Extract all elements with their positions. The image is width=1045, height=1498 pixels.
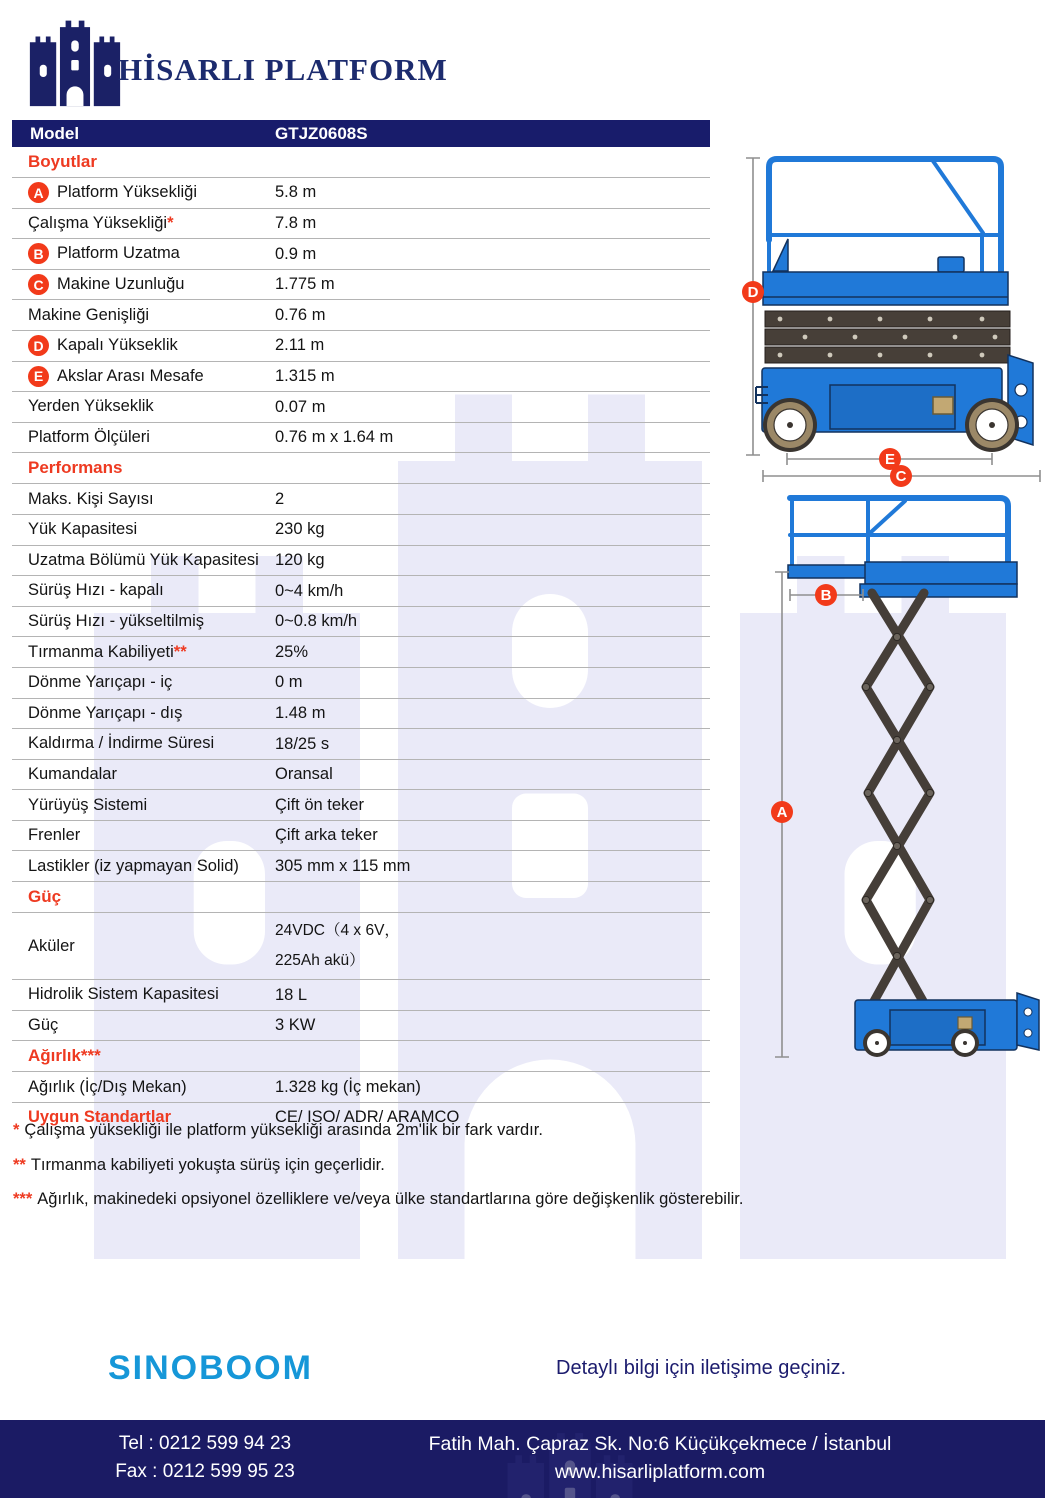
spec-label: Yerden Yükseklik (28, 397, 154, 416)
spec-row (12, 178, 710, 209)
spec-value-cell (275, 825, 710, 846)
spec-value: 2 (275, 489, 285, 508)
spec-label: Platform Yüksekliği (57, 183, 198, 202)
spec-row (12, 576, 710, 607)
spec-row (12, 270, 710, 301)
spec-value: 5.8 m (275, 183, 317, 202)
spec-row (12, 637, 710, 668)
spec-value-cell (275, 427, 710, 448)
main-deck (865, 562, 1017, 584)
spec-label-cell (12, 182, 275, 203)
svg-text:D: D (747, 284, 759, 301)
spec-label-cell (12, 796, 275, 815)
guardrail-top-rail (769, 159, 1001, 272)
control-box (938, 257, 964, 272)
spec-table (12, 120, 710, 1132)
extended-lift-drawing (771, 498, 1039, 1057)
spec-row (12, 760, 710, 791)
spec-label: Platform Ölçüleri (28, 428, 150, 447)
dimension-c (763, 465, 1040, 487)
spec-row (12, 362, 710, 393)
guardrail-posts (769, 235, 1001, 273)
spec-value: 3 KW (275, 1016, 316, 1035)
ext-pothole-plate (1017, 993, 1039, 1050)
spec-value-cell (275, 335, 710, 356)
sinoboom-logo: SINOBOOM (108, 1348, 313, 1388)
spec-label-cell (12, 428, 275, 447)
section-header (12, 147, 710, 178)
spec-value-cell (275, 734, 710, 755)
spec-row (12, 392, 710, 423)
spec-row (12, 821, 710, 852)
spec-label-cell (12, 243, 275, 264)
spec-label-cell (12, 826, 275, 845)
footnotes (13, 1120, 743, 1224)
spec-label: Kaldırma / İndirme Süresi (28, 734, 215, 753)
spec-label-cell (12, 985, 275, 1004)
spec-label-cell (12, 1078, 275, 1097)
dimension-letter-badge: C (28, 274, 49, 295)
footnote-mark-ref: * (167, 213, 174, 232)
brand-title: HİSARLI PLATFORM (118, 52, 448, 87)
extension-deck (788, 565, 870, 578)
spec-value: Çift arka teker (275, 826, 378, 845)
door-handle (933, 397, 953, 414)
section-header (12, 453, 710, 484)
spec-row (12, 484, 710, 515)
spec-label-cell (12, 857, 275, 876)
spec-label: Dönme Yarıçapı - iç (28, 673, 173, 692)
spec-value-cell (275, 611, 710, 632)
ext-wheel-front (863, 1029, 891, 1057)
spec-label: Uzatma Bölümü Yük Kapasitesi (28, 550, 259, 569)
model-value: GTJZ0608S (275, 123, 368, 143)
spec-label: Kapalı Yükseklik (57, 336, 178, 355)
spec-label: Maks. Kişi Sayısı (28, 489, 154, 508)
svg-text:B: B (820, 587, 832, 604)
section-title: Ağırlık (28, 1046, 81, 1066)
spec-label-cell (12, 366, 275, 387)
spec-value-cell (275, 985, 710, 1006)
spec-label: Uygun Standartlar (28, 1108, 172, 1127)
spec-value: 7.8 m (275, 214, 317, 233)
spec-label-cell (12, 734, 275, 753)
spec-value-cell (275, 1015, 710, 1036)
model-label: Model (30, 123, 80, 143)
spec-value-cell (275, 916, 710, 976)
spec-value-cell (275, 244, 710, 265)
spec-value-cell (275, 366, 710, 387)
address-line: Fatih Mah. Çapraz Sk. No:6 Küçükçekmece / İstanbul (428, 1433, 892, 1455)
section-title: Güç (28, 887, 62, 907)
spec-value-cell (275, 182, 710, 203)
website-line: www.hisarliplatform.com (554, 1461, 766, 1483)
spec-row (12, 515, 710, 546)
spec-row (12, 300, 710, 331)
spec-label-cell (12, 214, 275, 233)
dimension-letter-badge: A (28, 182, 49, 203)
spec-table-body (12, 147, 710, 1132)
spec-row (12, 1072, 710, 1103)
footnote-mark: * (13, 1121, 20, 1139)
footnote-mark: *** (13, 1190, 33, 1208)
ext-wheel-rear (951, 1029, 979, 1057)
wheel-front (763, 398, 817, 452)
spec-value: 0.9 m (275, 244, 317, 263)
spec-label-cell (12, 274, 275, 295)
spec-label-cell (12, 335, 275, 356)
spec-row (12, 239, 710, 270)
contact-note: Detaylı bilgi için iletişime geçiniz. (556, 1357, 847, 1379)
phone-block (80, 1430, 330, 1486)
spec-row (12, 423, 710, 454)
technical-drawings (720, 145, 1045, 1070)
footnote-text: Çalışma yüksekliği ile platform yüksekliği arasında 2m'lik bir fark vardır. (24, 1121, 543, 1139)
spec-value-cell (275, 519, 710, 540)
spec-value-cell (275, 703, 710, 724)
wheel-rear (965, 398, 1019, 452)
spec-value-cell (275, 856, 710, 877)
spec-label-cell (12, 520, 275, 539)
svg-text:C: C (895, 468, 907, 485)
spec-label-cell (12, 765, 275, 784)
spec-value: Çift ön teker (275, 795, 364, 814)
spec-value-cell (275, 764, 710, 785)
dimension-letter-badge: E (28, 366, 49, 387)
fax-line: Fax : 0212 599 95 23 (115, 1461, 295, 1482)
spec-value: 0~0.8 km/h (275, 612, 358, 631)
castle-logo-icon (28, 13, 122, 109)
section-title-mark: *** (80, 1046, 101, 1066)
spec-value: CE/ ISO/ ADR/ ARAMCO (275, 1108, 460, 1127)
spec-label-cell (12, 581, 275, 600)
spec-value-cell (275, 489, 710, 510)
footnote-text: Tırmanma kabiliyeti yokuşta sürüş için geçerlidir. (30, 1155, 385, 1174)
section-title: Boyutlar (28, 152, 97, 171)
spec-value: 0.07 m (275, 397, 326, 416)
platform-gate-ramp (773, 239, 788, 271)
spec-label: Tırmanma Kabiliyeti (28, 642, 174, 661)
spec-value: 230 kg (275, 520, 325, 539)
folded-lift-drawing (742, 158, 1040, 487)
footnote (13, 1189, 743, 1210)
spec-row (12, 699, 710, 730)
spec-label-cell (12, 490, 275, 509)
footnote-mark-ref: ** (173, 642, 187, 661)
spec-value-cell (275, 795, 710, 816)
spec-row (12, 790, 710, 821)
spec-label-cell (12, 551, 275, 570)
spec-value-cell (275, 1077, 710, 1098)
footnote (13, 1155, 743, 1176)
section-header (12, 882, 710, 913)
spec-label: Frenler (28, 826, 81, 845)
spec-row (12, 1011, 710, 1042)
spec-label: Dönme Yarıçapı - dış (28, 703, 183, 722)
spec-row (12, 851, 710, 882)
spec-row (12, 913, 710, 980)
spec-label: Lastikler (iz yapmayan Solid) (28, 856, 239, 875)
dimension-b (790, 584, 863, 606)
spec-value-cell (275, 305, 710, 326)
spec-label-cell (12, 937, 275, 956)
spec-value: 1.315 m (275, 367, 335, 386)
spec-label: Hidrolik Sistem Kapasitesi (28, 985, 219, 1004)
spec-value: 120 kg (275, 551, 325, 570)
section-title: Performans (28, 458, 123, 478)
spec-label-cell (12, 1016, 275, 1035)
spec-label: Kumandalar (28, 764, 117, 783)
spec-label-cell (12, 643, 275, 662)
spec-row (12, 729, 710, 760)
spec-label: Sürüş Hızı - yükseltilmiş (28, 612, 205, 631)
spec-value: Oransal (275, 765, 333, 784)
spec-value-line: 24VDC（4 x 6V， (275, 922, 400, 940)
spec-label-cell (12, 306, 275, 325)
spec-value: 1.328 kg (İç mekan) (275, 1077, 421, 1096)
dimension-a (771, 572, 793, 1057)
spec-row (12, 546, 710, 577)
spec-label: Akslar Arası Mesafe (57, 366, 204, 385)
spec-value: 18/25 s (275, 734, 330, 753)
spec-value: 0.76 m (275, 305, 326, 324)
spec-label: Güç (28, 1015, 59, 1034)
spec-label: Yürüyüş Sistemi (28, 795, 148, 814)
spec-value: 0.76 m x 1.64 m (275, 428, 394, 447)
spec-value-cell (275, 550, 710, 571)
spec-label: Makine Uzunluğu (57, 275, 185, 294)
svg-text:E: E (884, 451, 896, 468)
spec-value-cell (275, 397, 710, 418)
spec-value: 1.775 m (275, 275, 335, 294)
footnote (13, 1120, 743, 1141)
footnote-mark: ** (13, 1155, 26, 1174)
spec-value: 0~4 km/h (275, 581, 344, 600)
spec-label-cell (12, 704, 275, 723)
spec-value: 18 L (275, 985, 308, 1004)
spec-label: Sürüş Hızı - kapalı (28, 581, 164, 600)
footer-bar (0, 1420, 1045, 1498)
section-header (12, 1041, 710, 1072)
svg-text:A: A (776, 804, 788, 821)
spec-label: Ağırlık (İç/Dış Mekan) (28, 1077, 187, 1096)
scissor-arms (866, 593, 930, 1012)
spec-row (12, 209, 710, 240)
address-block (420, 1430, 900, 1486)
platform-deck (763, 272, 1008, 305)
spec-label-cell (12, 673, 275, 692)
spec-row (12, 668, 710, 699)
spec-label-cell (12, 612, 275, 631)
spec-label-cell (12, 397, 275, 416)
spec-value-cell (275, 581, 710, 602)
spec-label: Yük Kapasitesi (28, 520, 138, 539)
spec-label: Çalışma Yüksekliği (28, 213, 168, 232)
spec-value: 305 mm x 115 mm (275, 856, 411, 875)
tel-line: Tel : 0212 599 94 23 (118, 1433, 292, 1454)
spec-value-cell (275, 642, 710, 663)
spec-value: 1.48 m (275, 703, 326, 722)
spec-label: Aküler (28, 936, 75, 955)
spec-value-line: 225Ah akü） (275, 952, 365, 970)
spec-label: Makine Genişliği (28, 305, 150, 324)
guardrail-brace (933, 161, 983, 233)
spec-row (12, 980, 710, 1011)
spec-value: 25% (275, 642, 309, 661)
dimension-letter-badge: D (28, 335, 49, 356)
model-header-bar (12, 120, 710, 147)
dimension-letter-badge: B (28, 243, 49, 264)
spec-value-cell (275, 274, 710, 295)
spec-label: Platform Uzatma (57, 244, 180, 263)
spec-value: 2.11 m (275, 336, 325, 355)
folded-scissor-stack (765, 311, 1010, 363)
spec-value-cell (275, 213, 710, 234)
dimension-d (742, 158, 764, 455)
deck-base (860, 584, 1017, 597)
spec-row (12, 607, 710, 638)
spec-value-cell (275, 672, 710, 693)
spec-row (12, 331, 710, 362)
footnote-text: Ağırlık, makinedeki opsiyonel özelliklere ve/veya ülke standartlarına göre değişkenlik gösterebilir. (37, 1190, 744, 1208)
spec-value: 0 m (275, 673, 303, 692)
dimension-e (787, 448, 992, 470)
